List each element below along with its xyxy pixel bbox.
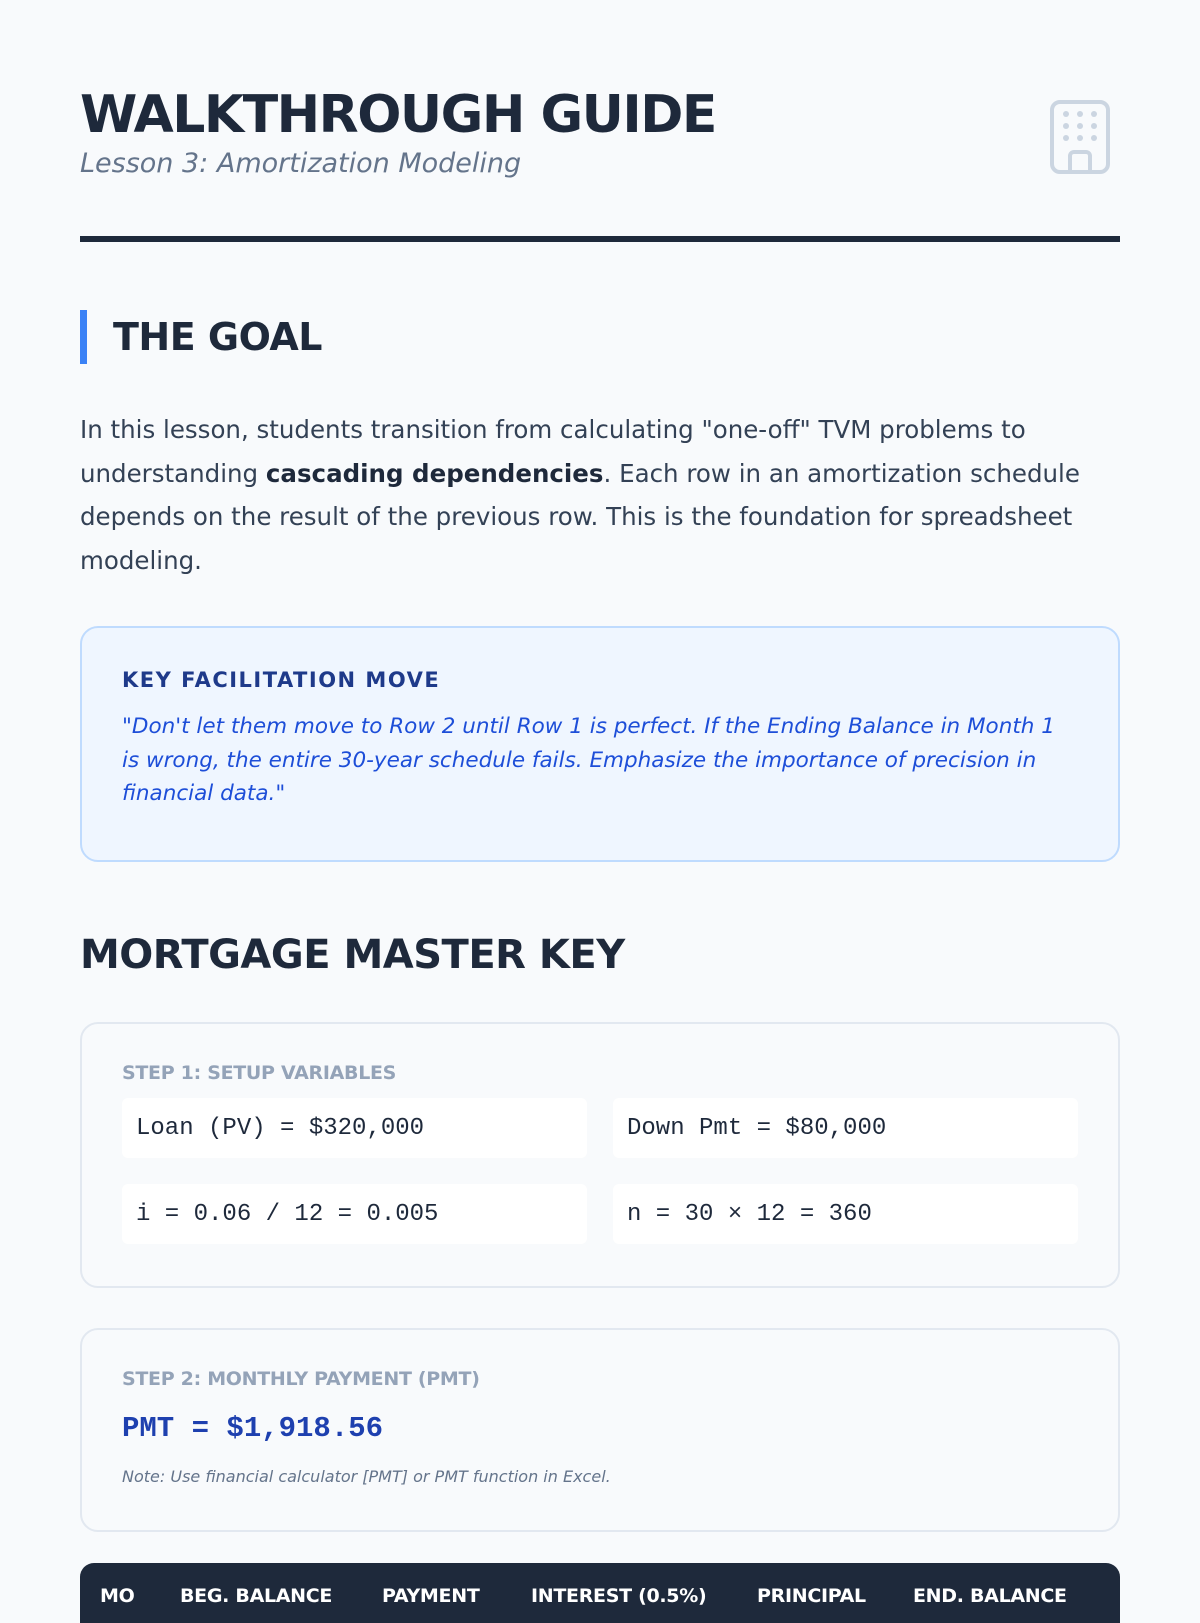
step2-label: STEP 2: MONTHLY PAYMENT (PMT) xyxy=(122,1368,480,1390)
page-header xyxy=(80,0,1120,242)
rate-variable: i = 0.06 / 12 = 0.005 xyxy=(122,1184,587,1244)
goal-text-start: In this lesson, students transition from calculating "one-off" TVM problems to understanding xyxy=(80,415,1026,488)
pmt-note: Note: Use financial calculator [PMT] or PMT function in Excel. xyxy=(122,1467,611,1486)
goal-paragraph xyxy=(80,408,1110,582)
step2-card xyxy=(80,1328,1120,1532)
step1-label: STEP 1: SETUP VARIABLES xyxy=(122,1062,397,1084)
building-icon xyxy=(1050,100,1110,174)
amortization-table-header xyxy=(80,1563,1120,1623)
column-header-principal: PRINCIPAL xyxy=(757,1585,866,1607)
goal-text-end: . Each row in an amortization schedule depends on the result of the previous row. This is the foundation for spreadsheet modeling. xyxy=(80,458,1080,575)
goal-section xyxy=(80,310,1120,582)
down-payment-variable: Down Pmt = $80,000 xyxy=(613,1098,1078,1158)
page-subtitle: Lesson 3: Amortization Modeling xyxy=(80,148,522,179)
variables-grid xyxy=(122,1098,1078,1244)
column-header-beg-balance: BEG. BALANCE xyxy=(180,1585,333,1607)
loan-variable: Loan (PV) = $320,000 xyxy=(122,1098,587,1158)
step1-card xyxy=(80,1022,1120,1288)
callout-quote: "Don't let them move to Row 2 until Row 1 is perfect. If the Ending Balance in Month 1 is wrong, the entire 30-year schedule fails. Emphasize the importance of precision in financial data." xyxy=(122,714,1055,806)
periods-variable: n = 30 × 12 = 360 xyxy=(613,1184,1078,1244)
column-header-payment: PAYMENT xyxy=(382,1585,480,1607)
master-key-heading: MORTGAGE MASTER KEY xyxy=(80,932,625,978)
goal-text-emphasis: cascading dependencies xyxy=(265,458,604,488)
column-header-interest: INTEREST (0.5%) xyxy=(531,1585,707,1607)
callout-label: KEY FACILITATION MOVE xyxy=(122,668,441,692)
column-header-month: MO xyxy=(100,1585,135,1607)
goal-heading: THE GOAL xyxy=(80,310,1120,364)
page-title: WALKTHROUGH GUIDE xyxy=(80,85,716,145)
pmt-value: PMT = $1,918.56 xyxy=(122,1412,384,1445)
column-header-end-balance: END. BALANCE xyxy=(913,1585,1067,1607)
facilitation-callout xyxy=(80,626,1120,862)
